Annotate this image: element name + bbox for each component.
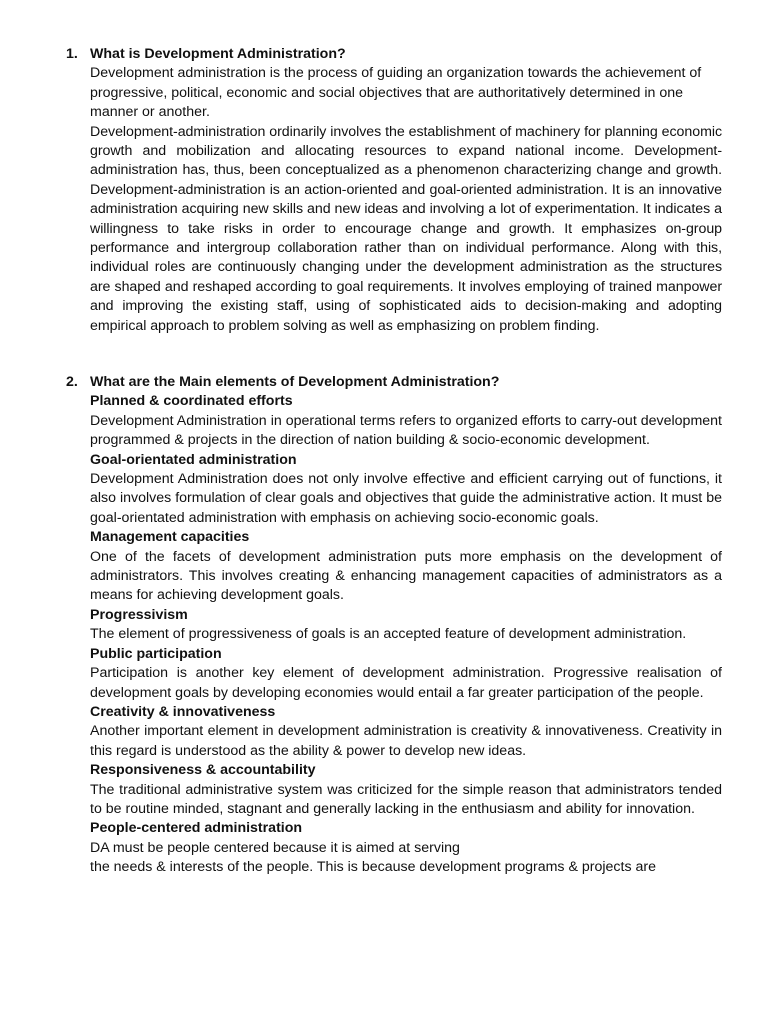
question-1-number: 1. [66,46,78,62]
element-text-creativity: Another important element in development administration is creativity & innovativeness. Creativity in this regard is understood as the ability & power to develop new ideas. [90,723,722,759]
question-1-title: What is Development Administration? [90,46,346,62]
element-heading-progressivism: Progressivism [90,606,188,623]
question-2-heading [66,373,722,392]
element-text-management: One of the facets of development administration puts more emphasis on the development of administrators. This involves creating & enhancing management capacities of administrators as a means for achieving development goals. [90,548,722,604]
element-text-participation: Participation is another key element of development administration. Progressive realisation of development goals by developing economies would entail a far greater participation of the people. [90,665,722,701]
element-text-planned: Development Administration in operational terms refers to organized efforts to carry-out development programmed & projects in the direction of nation building & socio-economic development. [90,412,722,449]
element-heading-planned: Planned & coordinated efforts [90,393,293,410]
element-heading-creativity: Creativity & innovativeness [90,703,276,720]
q1-paragraph-2: Development-administration ordinarily involves the establishment of machinery for planning economic growth and mobilization and allocating resources to expand national income. Development-administration has, thus, been conceptualized as a phenomenon characterizing change and growth. Development-administration is an action-oriented and goal-oriented administration. It is an innovative administration acquiring new skills and new ideas and involving a lot of experimentation. It indicates a willingness to take risks in order to encourage change and growth. It emphasizes on-group performance and intergroup collaboration rather than on individual performance. Along with this, individual roles are continuously changing under the development administration as the structures are shaped and reshaped according to goal requirements. It involves employing of trained manpower and improving the existing staff, using of sophisticated aids to decision-making and adopting empirical approach to problem solving as well as emphasizing on problem finding. [90,123,722,334]
question-2-body [90,392,722,877]
element-text-people-centered-line1: DA must be people centered because it is aimed at serving [90,839,460,856]
element-heading-goal: Goal-orientated administration [90,451,297,468]
element-text-progressivism: The element of progressiveness of goals is an accepted feature of development administration. [90,626,687,643]
element-heading-participation: Public participation [90,645,222,662]
element-heading-responsiveness: Responsiveness & accountability [90,762,316,779]
question-2-number: 2. [66,374,78,390]
question-2-section [66,373,722,878]
q1-paragraph-1: Development administration is the process of guiding an organization towards the achievement of progressive, political, economic and social objectives that are authoritatively determined in one manner or another. [90,65,702,121]
element-heading-people-centered: People-centered administration [90,820,303,837]
element-heading-management: Management capacities [90,529,250,546]
question-1-heading [66,45,722,64]
element-text-people-centered-line2: the needs & interests of the people. This is because development programs & projects are [90,859,656,876]
question-2-title: What are the Main elements of Development Administration? [90,374,500,390]
question-1-body [90,64,722,336]
question-1-section [66,45,722,336]
element-text-goal: Development Administration does not only involve effective and efficient carrying out of functions, it also involves formulation of clear goals and objectives that guide the administrative action. It must be goal-orientated administration with emphasis on achieving socio-economic goals. [90,471,722,526]
element-text-responsiveness: The traditional administrative system was criticized for the simple reason that administrators tended to be routine minded, stagnant and generally lacking in the enthusiasm and ability for innovation. [90,781,722,817]
